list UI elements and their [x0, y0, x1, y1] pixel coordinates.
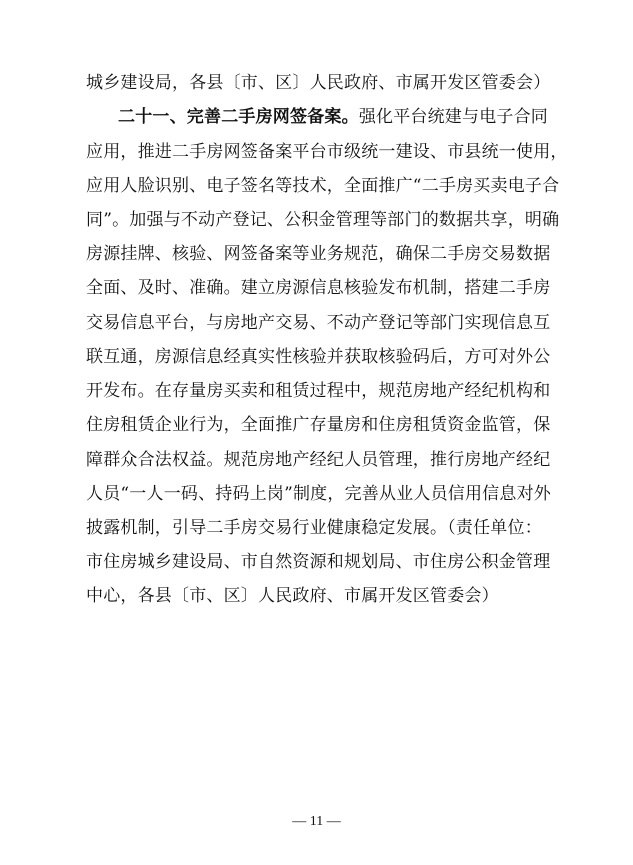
text-line: 开发布。在存量房买卖和租赁过程中，规范房地产经纪机构和 — [86, 381, 551, 401]
text-line: 人员“一人一码、持码上岗”制度，完善从业人员信用信息对外 — [86, 484, 551, 504]
text-line: 强化平台统建与电子合同 — [358, 107, 549, 127]
text-line: 住房租赁企业行为，全面推广存量房和住房租赁资金监管，保 — [86, 415, 551, 435]
text-line: 市住房城乡建设局、市自然资源和规划局、市住房公积金管理 — [86, 552, 551, 572]
text-line: 房源挂牌、核验、网签备案等业务规范，确保二手房交易数据 — [86, 244, 551, 264]
page-number: — 11 — — [292, 814, 341, 829]
text-line: 城乡建设局，各县〔市、区〕人民政府、市属开发区管委会） — [86, 73, 551, 93]
text-line: 应用人脸识别、电子签名等技术，全面推广“二手房买卖电子合 — [86, 176, 560, 196]
text-line: 交易信息平台，与房地产交易、不动产登记等部门实现信息互 — [86, 313, 551, 333]
text-line: 联互通，房源信息经真实性核验并获取核验码后，方可对外公 — [86, 347, 551, 367]
text-line: 全面、及时、准确。建立房源信息核验发布机制，搭建二手房 — [86, 278, 551, 298]
text-line: 披露机制，引导二手房交易行业健康稳定发展。（责任单位： — [86, 518, 542, 538]
text-line: 障群众合法权益。规范房地产经纪人员管理，推行房地产经纪 — [86, 450, 551, 470]
text-line: 中心，各县〔市、区〕人民政府、市属开发区管委会） — [86, 586, 499, 606]
text-line: 同”。加强与不动产登记、公积金管理等部门的数据共享，明确 — [86, 210, 560, 230]
text-line: 应用，推进二手房网签备案平台市级统一建设、市县统一使用， — [86, 142, 568, 162]
section-heading: 二十一、完善二手房网签备案。 — [118, 107, 359, 127]
section-paragraph-first-line — [118, 107, 558, 127]
